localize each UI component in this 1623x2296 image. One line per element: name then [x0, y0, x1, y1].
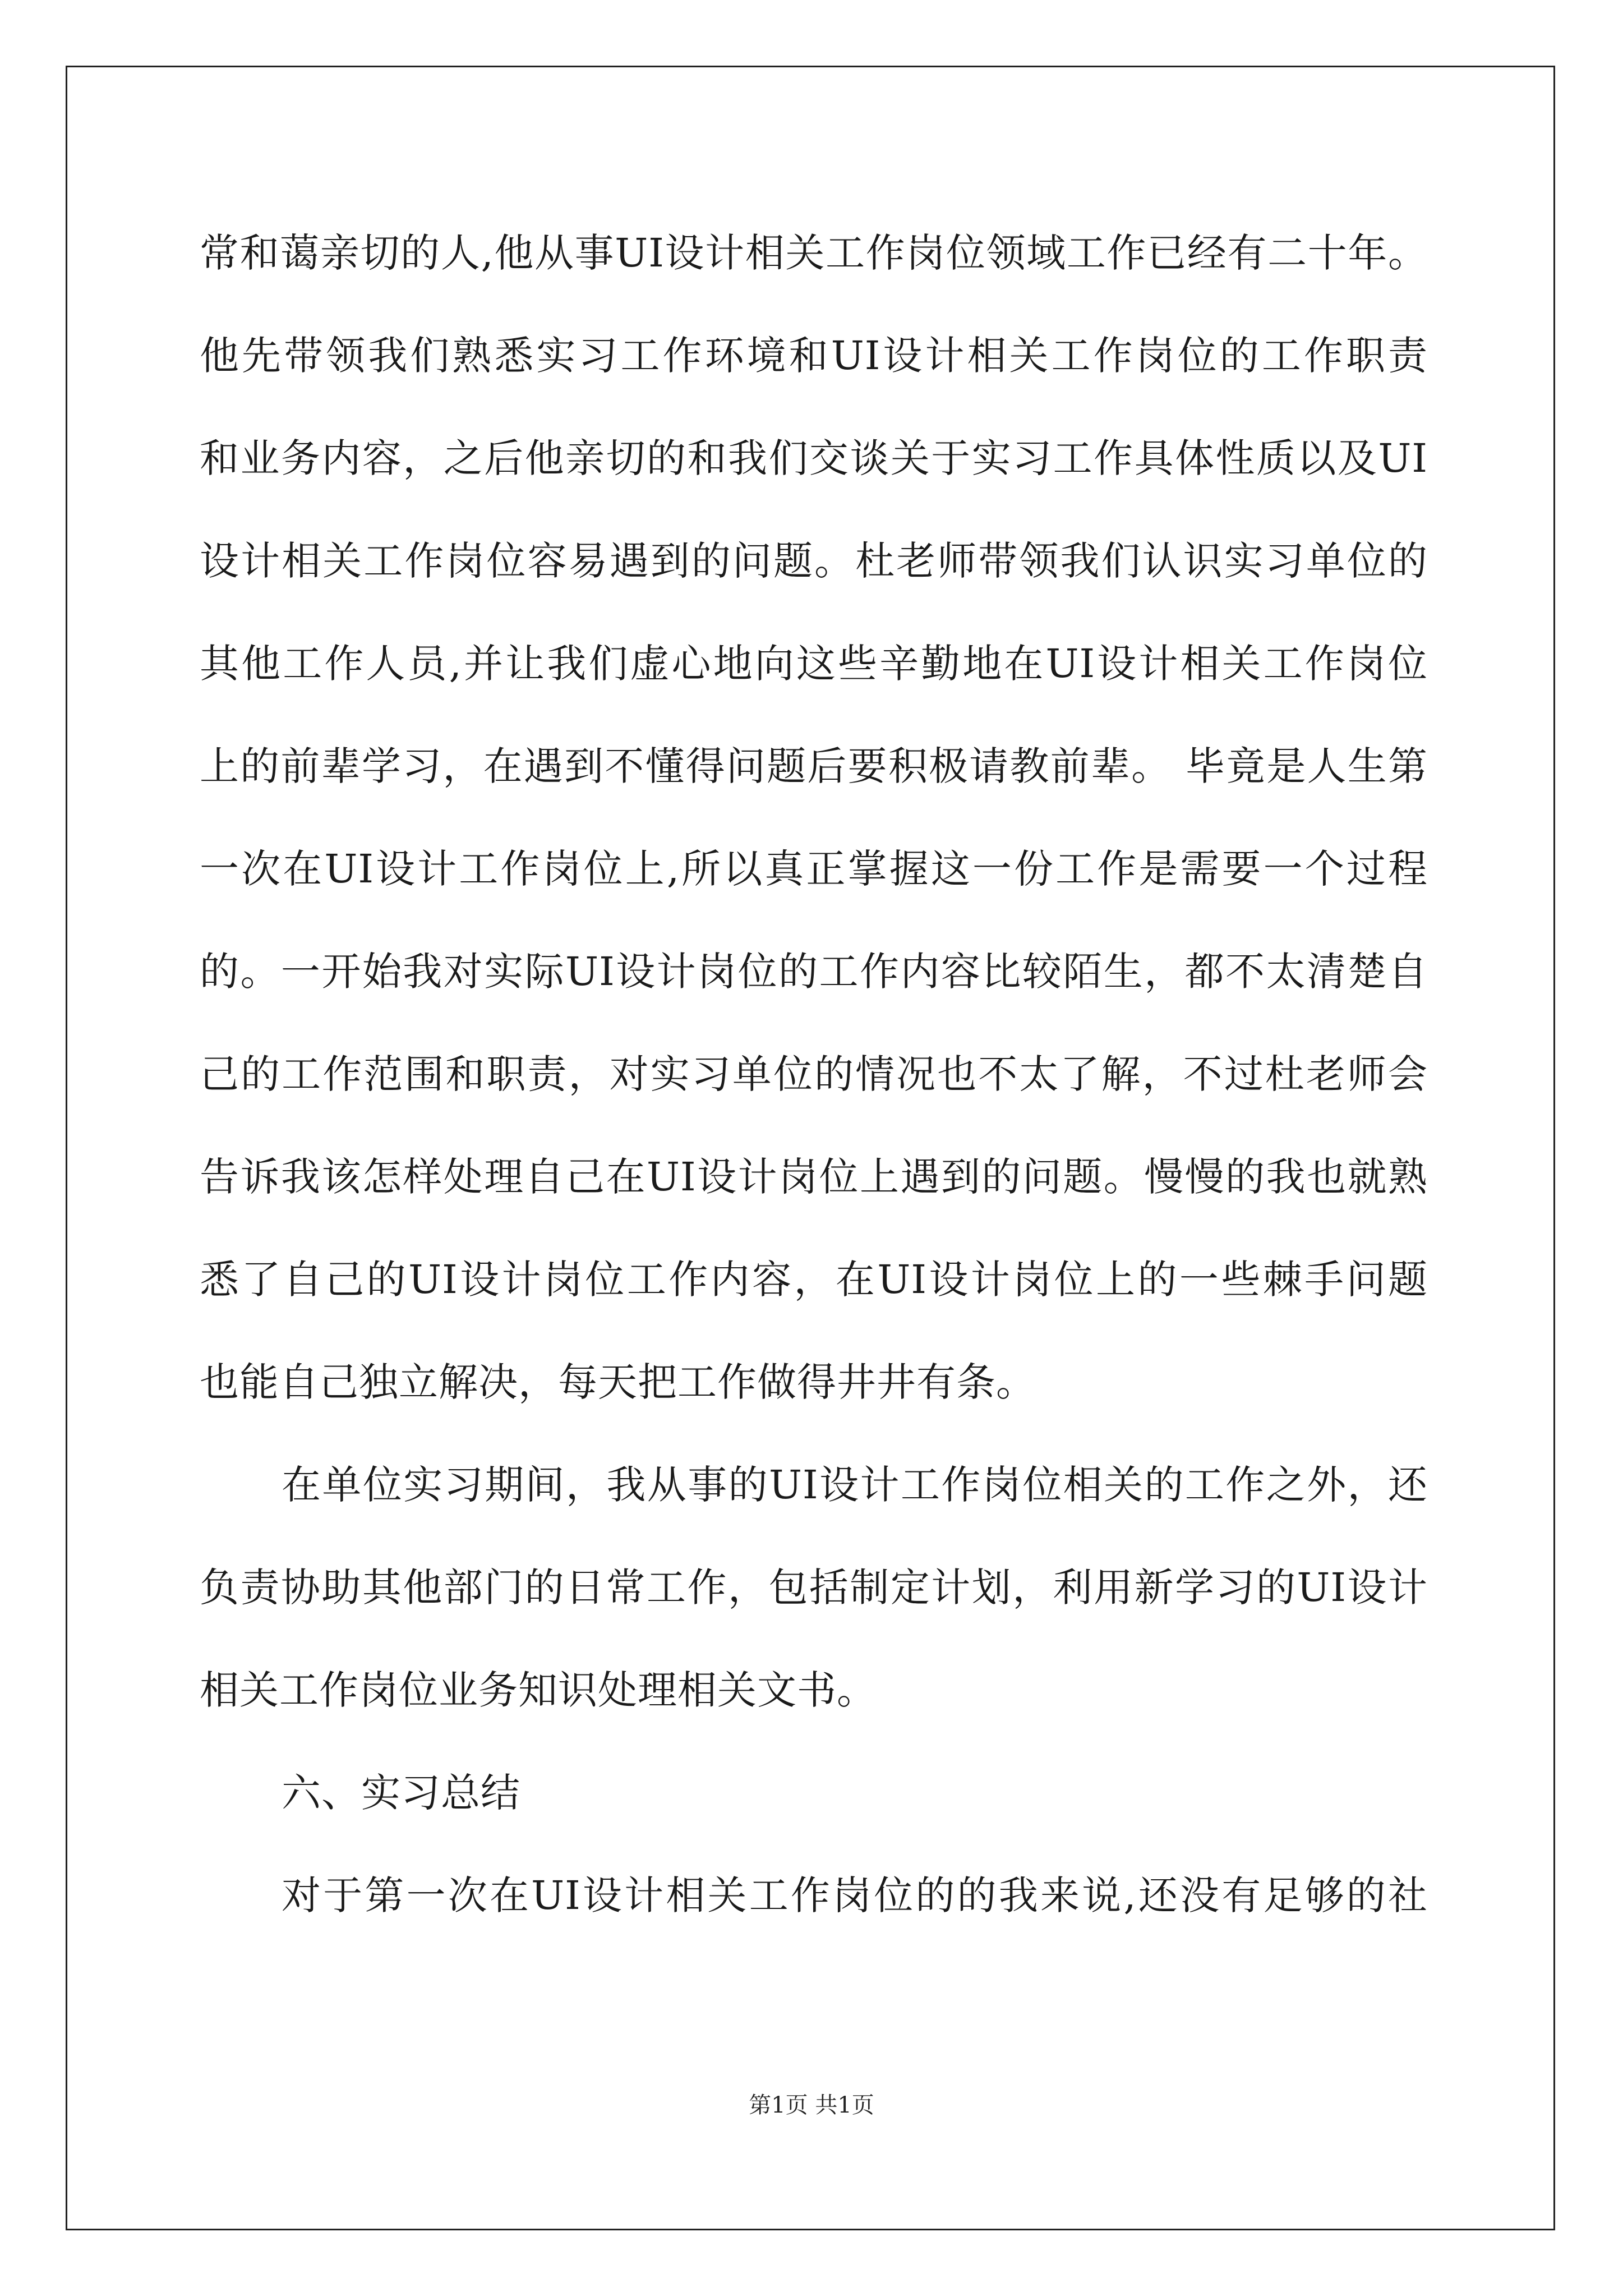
paragraph-line: 一次在UI设计工作岗位上,所以真正掌握这一份工作是需要一个过程	[200, 846, 1428, 892]
page-footer: 第1页 共1页	[749, 2092, 874, 2118]
section-heading: 六、实习总结	[282, 1770, 520, 1816]
paragraph-line: 相关工作岗位业务知识处理相关文书。	[200, 1667, 877, 1713]
paragraph-line: 己的工作范围和职责，对实习单位的情况也不太了解，不过杜老师会	[200, 1051, 1428, 1097]
paragraph-line: 其他工作人员,并让我们虚心地向这些辛勤地在UI设计相关工作岗位	[200, 641, 1428, 687]
paragraph-line: 常和蔼亲切的人,他从事UI设计相关工作岗位领域工作已经有二十年。	[200, 230, 1428, 276]
paragraph-line: 负责协助其他部门的日常工作，包括制定计划，利用新学习的UI设计	[200, 1565, 1428, 1611]
paragraph-line: 上的前辈学习，在遇到不懂得问题后要积极请教前辈。 毕竟是人生第	[200, 743, 1428, 789]
paragraph-line: 也能自己独立解决，每天把工作做得井井有条。	[200, 1359, 1036, 1405]
paragraph-line: 的。一开始我对实际UI设计岗位的工作内容比较陌生，都不太清楚自	[200, 949, 1428, 995]
paragraph-line: 告诉我该怎样处理自己在UI设计岗位上遇到的问题。慢慢的我也就熟	[200, 1154, 1428, 1200]
document-body	[200, 202, 1428, 1947]
paragraph-line: 对于第一次在UI设计相关工作岗位的的我来说,还没有足够的社	[282, 1872, 1428, 1918]
paragraph-line: 悉了自己的UI设计岗位工作内容，在UI设计岗位上的一些棘手问题	[200, 1257, 1428, 1303]
paragraph-line: 设计相关工作岗位容易遇到的问题。杜老师带领我们认识实习单位的	[200, 538, 1428, 584]
paragraph-line: 和业务内容，之后他亲切的和我们交谈关于实习工作具体性质以及UI	[200, 435, 1428, 481]
paragraph-line: 他先带领我们熟悉实习工作环境和UI设计相关工作岗位的工作职责	[200, 333, 1428, 379]
paragraph-line: 在单位实习期间，我从事的UI设计工作岗位相关的工作之外，还	[282, 1462, 1428, 1508]
